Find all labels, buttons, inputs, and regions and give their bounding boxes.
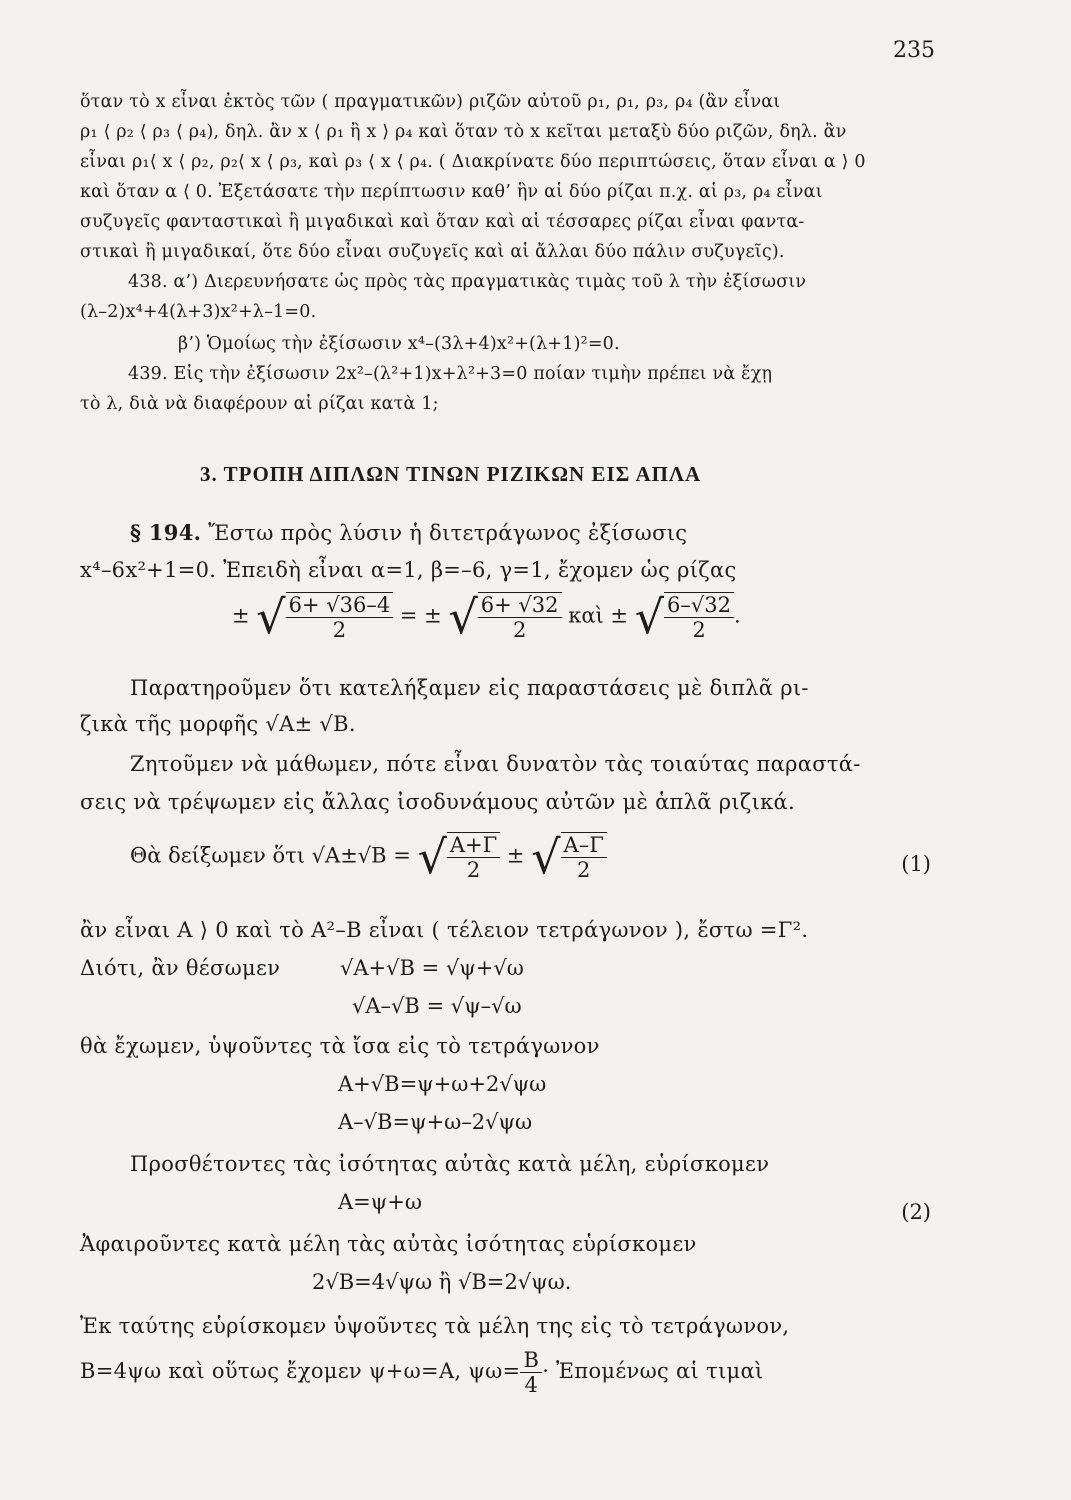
eq1-frac2-num: A–Γ: [561, 833, 607, 858]
eq1-lead: Θὰ δείξωμεν ὅτι √A±√B =: [130, 843, 411, 868]
final-line-1: Ἐκ ταύτης εὑρίσκομεν ὑψοῦντες τὰ μέλη της εἰς τὸ τετράγωνον,: [80, 1314, 790, 1338]
exercise-438-b: β’) Ὁμοίως τὴν ἐξίσωσιν x⁴–(3λ+4)x²+(λ+1)²=0.: [178, 334, 620, 354]
roots-pm: ±: [232, 603, 250, 628]
body-line-3: Ζητοῦμεν νὰ μάθωμεν, πότε εἶναι δυνατὸν τὰς τοιαύτας παραστά-: [130, 752, 861, 776]
section-194-line-2: x⁴–6x²+1=0. Ἐπειδὴ εἶναι α=1, β=–6, γ=1, ἔχομεν ὡς ρίζας: [80, 558, 737, 582]
subtract-line: Ἀφαιροῦντες κατὰ μέλη τὰς αὐτὰς ἰσότητας εὑρίσκομεν: [80, 1232, 697, 1256]
eq1-frac1-num: A+Γ: [447, 833, 500, 858]
squared-eq-1: A+√B=ψ+ω+2√ψω: [338, 1072, 547, 1096]
body-line-2: ζικὰ τῆς μορφῆς √A± √B.: [80, 712, 356, 736]
root2-numerator: 6+ √32: [478, 593, 562, 618]
intro-line-6: στικαὶ ἢ μιγαδικαί, ὅτε δύο εἶναι συζυγεῖς καὶ αἱ ἄλλαι δύο πάλιν συζυγεῖς).: [80, 242, 785, 262]
final-line-2-b: · Ἐπομένως αἱ τιμαὶ: [542, 1359, 764, 1383]
intro-line-4: καὶ ὅταν α ⟨ 0. Ἐξετάσατε τὴν περίπτωσιν καθ’ ἣν αἱ δύο ρίζαι π.χ. αἱ ρ₃, ρ₄ εἶναι: [80, 182, 823, 202]
condition-line: ἂν εἶναι A ⟩ 0 καὶ τὸ A²–B εἶναι ( τέλειον τετράγωνον ), ἔστω =Γ².: [80, 918, 809, 942]
squared-eq-2: A–√B=ψ+ω–2√ψω: [338, 1110, 533, 1134]
exercise-439-line: 439. Εἰς τὴν ἐξίσωσιν 2x²–(λ²+1)x+λ²+3=0 ποίαν τιμὴν πρέπει νὰ ἔχῃ: [128, 364, 773, 384]
dioti-lead: Διότι, ἂν θέσωμεν: [80, 956, 281, 980]
body-line-4: σεις νὰ τρέψωμεν εἰς ἄλλας ἰσοδυνάμους αὐτῶν μὲ ἁπλᾶ ριζικά.: [80, 790, 795, 814]
eq1-root-sign-1: √: [417, 830, 447, 884]
root-sign-3: √: [634, 590, 665, 644]
root-sign-1: √: [256, 590, 286, 644]
root1-denominator: 2: [332, 618, 347, 642]
eq1-frac2-den: 2: [576, 858, 591, 882]
exercise-438-equation: (λ–2)x⁴+4(λ+3)x²+λ–1=0.: [80, 302, 317, 322]
eq1-root-sign-2: √: [531, 830, 561, 884]
page-number: 235: [893, 38, 935, 63]
equation-3: 2√B=4√ψω ἢ √B=2√ψω.: [312, 1270, 572, 1294]
roots-equals: = ±: [399, 603, 442, 628]
eq1-frac1-den: 2: [466, 858, 481, 882]
substitution-eq-2: √A–√B = √ψ–√ω: [352, 994, 522, 1018]
exercise-439-line-2: τὸ λ, διὰ νὰ διαφέρουν αἱ ρίζαι κατὰ 1;: [80, 394, 439, 414]
exercise-438-line: 438. α’) Διερευνήσατε ὡς πρὸς τὰς πραγματικὰς τιμὰς τοῦ λ τὴν ἐξίσωσιν: [128, 272, 807, 292]
eq1-pm: ±: [506, 843, 525, 868]
roots-equation: ± √ $\frac{6+ √36-4}{2}$ = ± √ $\frac{6+ √32}{2}$ καὶ ± √ $\frac{6-√32}{2}$ .: [232, 590, 741, 644]
intro-line-5: συζυγεῖς φανταστικαὶ ἢ μιγαδικαὶ καὶ ὅταν καὶ αἱ τέσσαρες ρίζαι εἶναι φαντα-: [80, 212, 805, 232]
section-number: § 194.: [130, 520, 202, 545]
intro-line-3: εἶναι ρ₁⟨ x ⟨ ρ₂, ρ₂⟨ x ⟨ ρ₃, καὶ ρ₃ ⟨ x ⟨ ρ₄. ( Διακρίνατε δύο περιπτώσεις, ὅταν εἶναι α ⟩ 0: [80, 152, 866, 172]
substitution-eq-1: √A+√B = √ψ+√ω: [340, 956, 524, 980]
equation-2: A=ψ+ω: [338, 1190, 422, 1214]
equation-2-label: (2): [901, 1200, 931, 1224]
equation-1-label: (1): [901, 852, 931, 876]
root1-numerator: 6+ √36–4: [286, 593, 394, 618]
root2-denominator: 2: [512, 618, 527, 642]
intro-line-2: ρ₁ ⟨ ρ₂ ⟨ ρ₃ ⟨ ρ₄), δηλ. ἂν x ⟨ ρ₁ ἢ x ⟩ ρ₄ καὶ ὅταν τὸ x κεῖται μεταξὺ δύο ριζῶν, δηλ. ἂν: [80, 122, 847, 142]
final-frac-num: B: [520, 1348, 542, 1373]
root3-denominator: 2: [692, 618, 706, 642]
body-line-1: Παρατηροῦμεν ὅτι κατελήξαμεν εἰς παραστάσεις μὲ διπλᾶ ρι-: [130, 676, 809, 700]
root-sign-2: √: [448, 590, 478, 644]
section-heading: 3. ΤΡΟΠΗ ΔΙΠΛΩΝ ΤΙΝΩΝ ΡΙΖΙΚΩΝ ΕΙΣ ΑΠΛΑ: [200, 462, 702, 486]
final-line-2-a: B=4ψω καὶ οὕτως ἔχομεν ψ+ω=A, ψω=: [80, 1359, 521, 1383]
final-frac-den: 4: [524, 1373, 539, 1397]
root3-numerator: 6–√32: [664, 593, 734, 618]
add-line: Προσθέτοντες τὰς ἰσότητας αὐτὰς κατὰ μέλη, εὑρίσκομεν: [130, 1152, 770, 1176]
section-194-line-1: [130, 520, 687, 545]
roots-kai: καὶ ±: [568, 603, 629, 628]
section-194-text: Ἔστω πρὸς λύσιν ἡ διτετράγωνος ἐξίσωσις: [201, 521, 688, 545]
final-line-2: [80, 1348, 763, 1397]
equation-1: [130, 832, 607, 882]
intro-line-1: ὅταν τὸ x εἶναι ἐκτὸς τῶν ( πραγματικῶν) ριζῶν αὐτοῦ ρ₁, ρ₁, ρ₃, ρ₄ (ἂν εἶναι: [80, 92, 781, 112]
square-line: θὰ ἔχωμεν, ὑψοῦντες τὰ ἴσα εἰς τὸ τετράγωνον: [80, 1034, 600, 1058]
